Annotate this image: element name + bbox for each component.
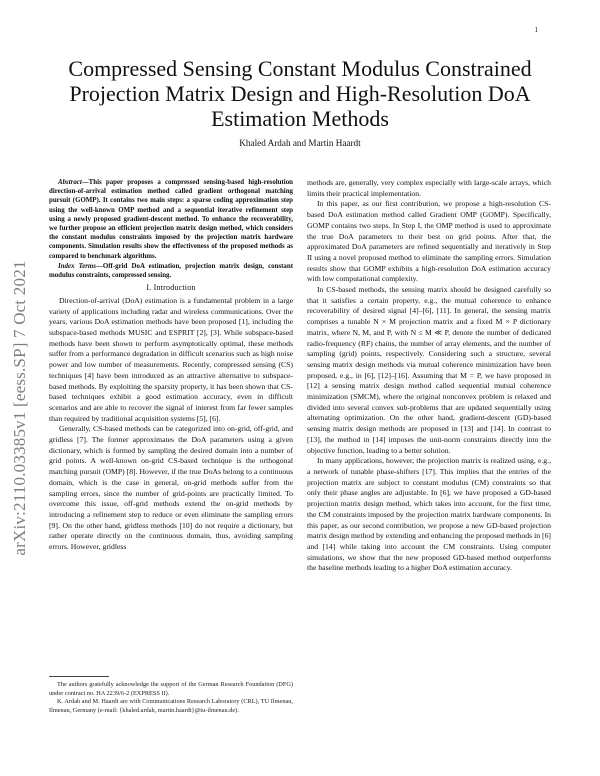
paper-authors: Khaled Ardah and Martin Haardt [239,138,361,148]
right-paragraph-1: methods are, generally, very complex especially with large-scale arrays, which limits their practical implementation. [307,178,551,198]
footnote-rule [49,676,109,677]
right-paragraph-3: In CS-based methods, the sensing matrix should be designed carefully so that it satisfies a certain property, e.g., the mutual coherence to enhance recoverability of desired signal [4]–[6], [11]. In general, the sensing matrix comprises a tunable N × M projection matrix and a fixed M × P dictionary matrix, where N, M, and P, with N ≤ M ≪ P, denote the number of dedicated radio-frequency (RF) chains, the number of array elements, and the number of sampling (grid) points, respectively. Considering such a structure, several sensing matrix design methods via mutual coherence minimization have been proposed, e.g., in [6], [12]–[16]. Assuming that M = P, we have proposed in [12] a sensing matrix design method called sequential mutual coherence minimization (SMCM), where the original nonconvex problem is relaxed and divided into several convex sub-problems that are updated sequentially using alternating optimization. On the other hand, gradient-descent (GD)-based sensing matrix design methods are proposed in [13] and [14]. In contrast to [13], the method in [14] imposes the unit-norm constraints directly into the objective function, leading to a better solution. [307,285,551,455]
index-terms-label: Index Terms [58,262,96,270]
page-number: 1 [534,26,538,34]
right-paragraph-2: In this paper, as our first contribution, we propose a high-resolution CS-based DoA estimation method called Gradient OMP (GOMP). Specifically, GOMP contains two steps. In Step I, the OMP method is used to approximate the true DoA parameters to their best on grid points. After that, the approximated DoA parameters are refined sequentially and iteratively in Step II using a novel proposed method to eliminate the sampling errors. Simulation results show that GOMP exhibits a high-resolution DoA estimation accuracy with low computational complexity. [307,199,551,284]
left-paragraph-1: Direction-of-arrival (DoA) estimation is a fundamental problem in a large variety of applications including radar and wireless communications. Over the years, various DoA estimation methods have been proposed [1], including the subspace-based methods MUSIC and ESPRIT [2], [3]. While subspace-based methods have been shown to perform asymptotically optimal, these methods suffer from a performance degradation in difficult scenarios such as high noise power and low number of measurements. Recently, compressed sensing (CS) techniques [4] have been introduced as an attractive alternative to subspace-based methods. By exploiting the sparsity property, it has been shown that CS-based techniques exhibit a good estimation accuracy, even in difficult scenarios and are able to recover the signal of interest from far fewer samples than required by traditional acquisition systems [5], [6]. [49,295,293,423]
left-column [49,178,293,553]
footnote-affiliation: K. Ardah and M. Haardt are with Communications Research Laboratory (CRL), TU Ilmenau, Ilmenau, Germany (e-mail: {khaled.ardah, martin.haardt}@tu-ilmenau.de). [49,698,293,714]
right-paragraph-4: In many applications, however, the projection matrix is realized using, e.g., a network of tunable phase-shifters [17]. This implies that the entries of the projection matrix are subject to constant modulus (CM) constraints so that only their phase angles are adjustable. In [6], we have proposed a GD-based projection matrix design method, which takes into account, for the first time, the CM constraints imposed by the projection matrix hardware components. In this paper, as our second contribution, we propose a new GD-based projection matrix design method by extending and enhancing the proposed methods in [6] and [14] while taking into account the CM constraints. Using computer simulations, we show that the new proposed GD-based method outperforms the baseline methods leading to a higher DoA estimation accuracy. [307,456,551,573]
arxiv-identifier [10,188,30,628]
abstract-label: Abstract [58,179,82,186]
section-heading: I. Introduction [146,283,196,293]
abstract [49,178,293,261]
footnotes [49,676,293,715]
paper-title: Compressed Sensing Constant Modulus Constrained Projection Matrix Design and High-Resolution DoA Estimation Methods [68,56,532,131]
left-paragraph-2: Generally, CS-based methods can be categorized into on-grid, off-grid, and gridless [7]. The former approximates the DoA parameters using a given dictionary, which is formed by sampling the desired domain into a number of grid points. A well-known on-grid CS-based technique is the orthogonal matching pursuit (OMP) [8]. However, if the true DoAs belong to a continuous domain, which is the case in general, on-grid methods suffer from the sampling errors, since the number of grid-points are practically limited. To overcome this issue, off-grid methods extend the on-grid methods by introducing a refinement step to reduce or even eliminate the sampling errors [9]. On the other hand, gridless methods [10] do not require a dictionary, but rather operate directly on the continuous domain, thus, avoiding sampling errors. However, gridless [49,424,293,552]
footnote-funding: The authors gratefully acknowledge the support of the German Research Foundation (DFG) under contract no. HA 2239/6-2 (EXPRESS II). [49,681,293,697]
arxiv-identifier-text: arXiv:2110.03385v1 [eess.SP] 7 Oct 2021 [10,260,29,556]
right-column [307,178,551,574]
abstract-text: —This paper proposes a compressed sensing-based high-resolution direction-of-arrival estimation method called gradient orthogonal matching pursuit (GOMP). It contains two main steps: a sparse coding approximation step using the well-known OMP method and a sequential iterative refinement step using a newly proposed gradient-descent method. To enhance the recoverability, we further propose an efficient projection matrix design method, which considers the constant modulus constraints imposed by the projection matrix hardware components. Simulation results show the effectiveness of the proposed methods as compared to benchmark algorithms. [49,179,293,260]
index-terms-text: —Off-grid DoA estimation, projection matrix design, constant modulus constraints, compressed sensing. [49,262,294,280]
index-terms [49,262,293,280]
